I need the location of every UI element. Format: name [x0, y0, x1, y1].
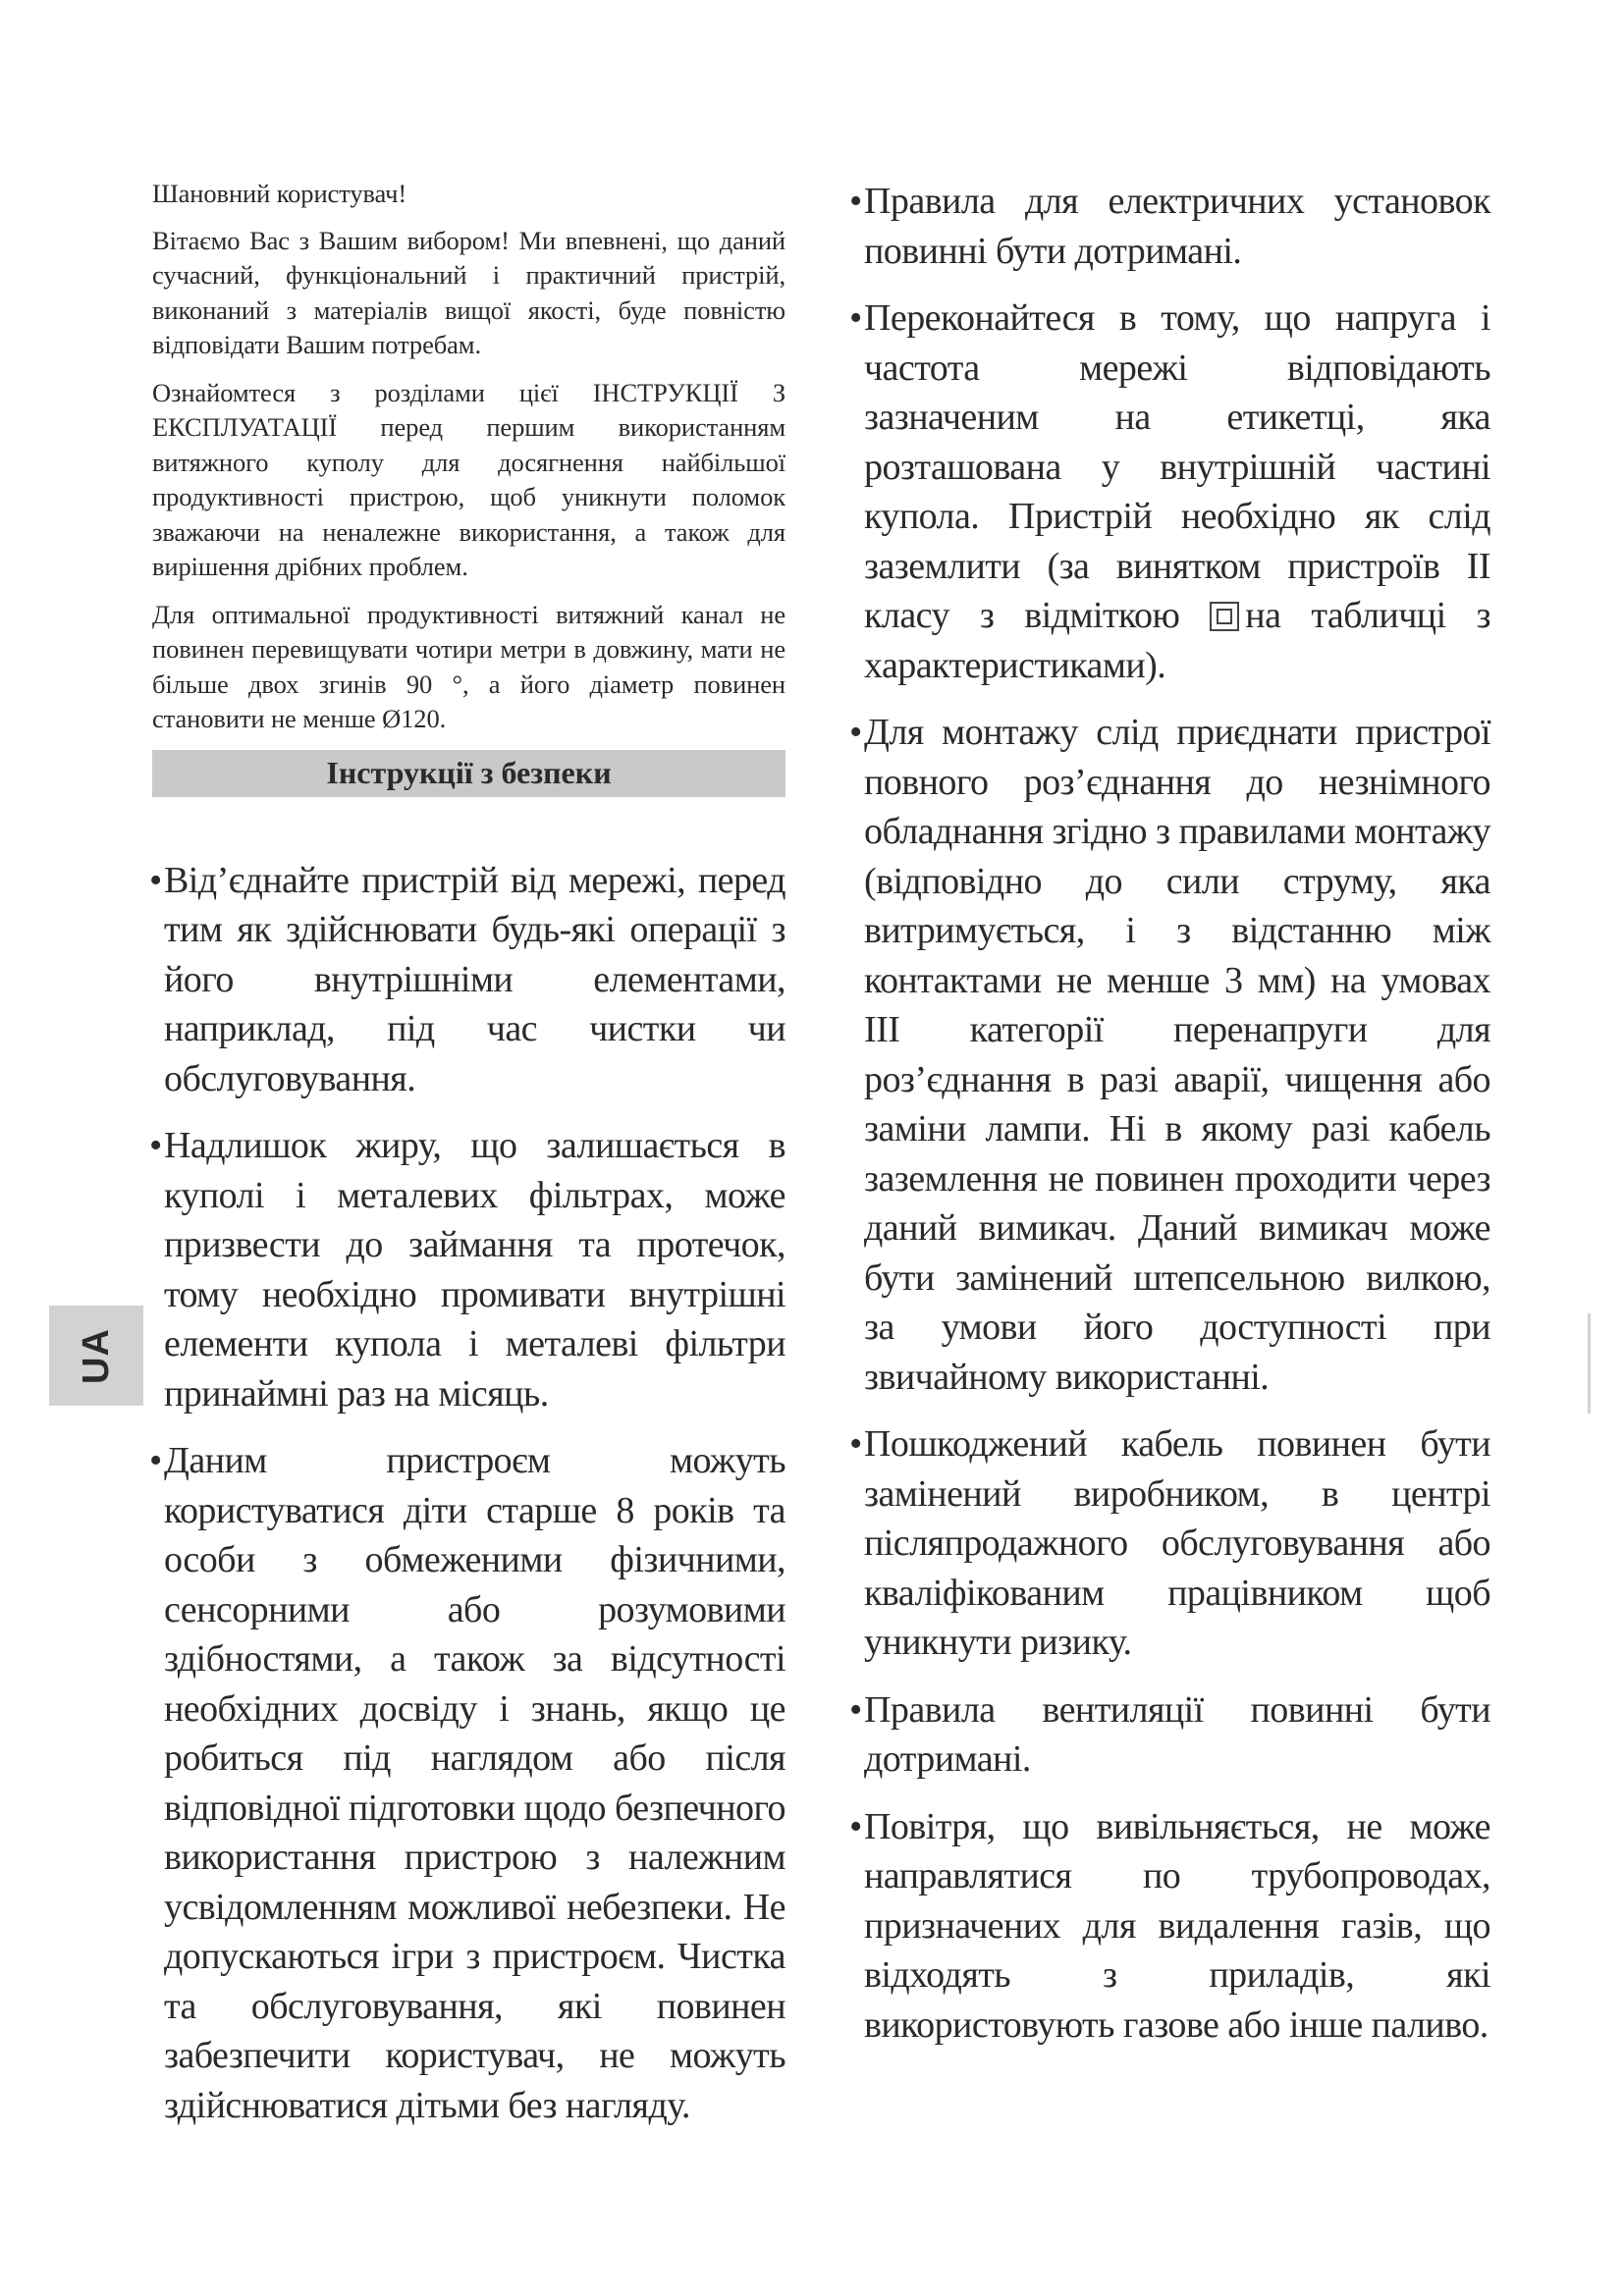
bullet-disconnect — [149, 856, 785, 1104]
bullet-ventilation — [849, 1685, 1490, 1785]
bullet-dot: • — [149, 1440, 162, 1481]
bullet-damaged-cable — [849, 1419, 1490, 1668]
bullet-text: Надлишок жиру, що залишається в куполі і металевих фільтрах, може призвести до займання та протечок, тому необхідно промивати внутрішні елементи купола і металеві фільтри принаймні раз на місяць. — [164, 1125, 785, 1415]
bullet-text: Даним пристроєм можуть користуватися діти старше 8 років та особи з обмеженими фізичними, сенсорними або розумовими здібностями, а також за відсутності необхідних досвіду і знань, якщо це робиться під наглядом або після відповідної підготовки щодо безпечного використання пристрою з належним усвідомленням можливої небезпеки. Не допускаються ігри з пристроєм. Чистка та обслуговування, які повинен забезпечити користувач, не можуть здійснюватися дітьми без нагляду. — [164, 1440, 785, 2126]
section-heading-safety: Інструкції з безпеки — [152, 750, 785, 797]
left-column — [149, 177, 785, 2148]
language-side-tab — [49, 1306, 143, 1406]
intro-paragraph-3: Для оптимальної продуктивності витяжний канал не повинен перевищувати чотири метри в довжину, мати не більше двох згинів 90 °, а його діаметр повинен становити не менше Ø120. — [152, 599, 785, 733]
bullet-text: Повітря, що вивільняється, не може направлятися по трубопроводах, призначених для видалення газів, що відходять з приладів, які використовують газове або інше паливо. — [864, 1805, 1490, 2046]
bullet-dot: • — [849, 712, 862, 753]
bullet-text: Від’єднайте пристрій від мережі, перед тим як здійснювати будь-які операції з його внутрішніми елементами, наприклад, під час чистки чи обслуговування. — [164, 859, 785, 1099]
bullet-text-continued: на табличці з характеристиками). — [864, 595, 1490, 686]
bullet-voltage — [849, 294, 1490, 690]
bullet-text: Пошкоджений кабель повинен бути замінений виробником, в центрі післяпродажного обслуговування або кваліфікованим працівником щоб уникнути ризику. — [864, 1423, 1490, 1663]
intro-paragraph-1: Вітаємо Вас з Вашим вибором! Ми впевнені, що даний сучасний, функціональний і практичний пристрій, виконаний з матеріалів вищої якості, буде повністю відповідати Вашим потребам. — [152, 225, 785, 359]
left-bullet-list — [149, 856, 785, 2131]
bullet-dot: • — [149, 1125, 162, 1166]
class-ii-double-square-icon — [1210, 602, 1239, 631]
bullet-text: Правила вентиляції повинні бути дотримані. — [864, 1688, 1490, 1780]
intro-paragraph-2: Ознайомтеся з розділами цієї ІНСТРУКЦІЇ З ЕКСПЛУАТАЦІЇ перед першим використанням витяжного куполу для досягнення найбільшої продуктивності пристрою, щоб уникнути поломок зважаючи на неналежне використання, а також для вирішення дрібних проблем. — [152, 377, 785, 581]
bullet-exhaust-air — [849, 1802, 1490, 2051]
bullet-dot: • — [849, 1805, 862, 1847]
language-code: UA — [75, 1327, 117, 1384]
greeting: Шановний користувач! — [152, 179, 407, 208]
bullet-dot: • — [849, 297, 862, 339]
bullet-text: Для монтажу слід приєднати пристрої повного роз’єднання до незнімного обладнання згідно з правилами монтажу (відповідно до сили струму, яка витримується, і з відстанню між контактами не менше 3 мм) на умовах III категорії перенапруги для роз’єднання в разі аварії, чищення або заміни лампи. Ні в якому разі кабель заземлення не повинен проходити через даний вимикач. Даний вимикач може бути замінений штепсельною вилкою, за умови його доступності при звичайному використанні. — [864, 712, 1490, 1398]
bullet-dot: • — [849, 1688, 862, 1731]
intro-block — [152, 177, 785, 737]
bullet-installation — [849, 708, 1490, 1402]
bullet-text: Правила для електричних установок повинні бути дотримані. — [864, 181, 1490, 272]
bullet-text: Переконайтеся в тому, що напруга і частота мережі відповідають зазначеним на етикетці, яка розташована у внутрішній частині купола. Пристрій необхідно як слід заземлити (за винятком пристроїв II класу з відміткою — [864, 297, 1490, 636]
bullet-dot: • — [849, 1423, 862, 1465]
bullet-dot: • — [149, 859, 162, 901]
edge-marker-line — [1588, 1313, 1591, 1414]
bullet-grease — [149, 1121, 785, 1418]
bullet-children — [149, 1436, 785, 2130]
right-column — [849, 177, 1490, 2067]
bullet-dot: • — [849, 181, 862, 222]
bullet-electrical-rules — [849, 177, 1490, 276]
